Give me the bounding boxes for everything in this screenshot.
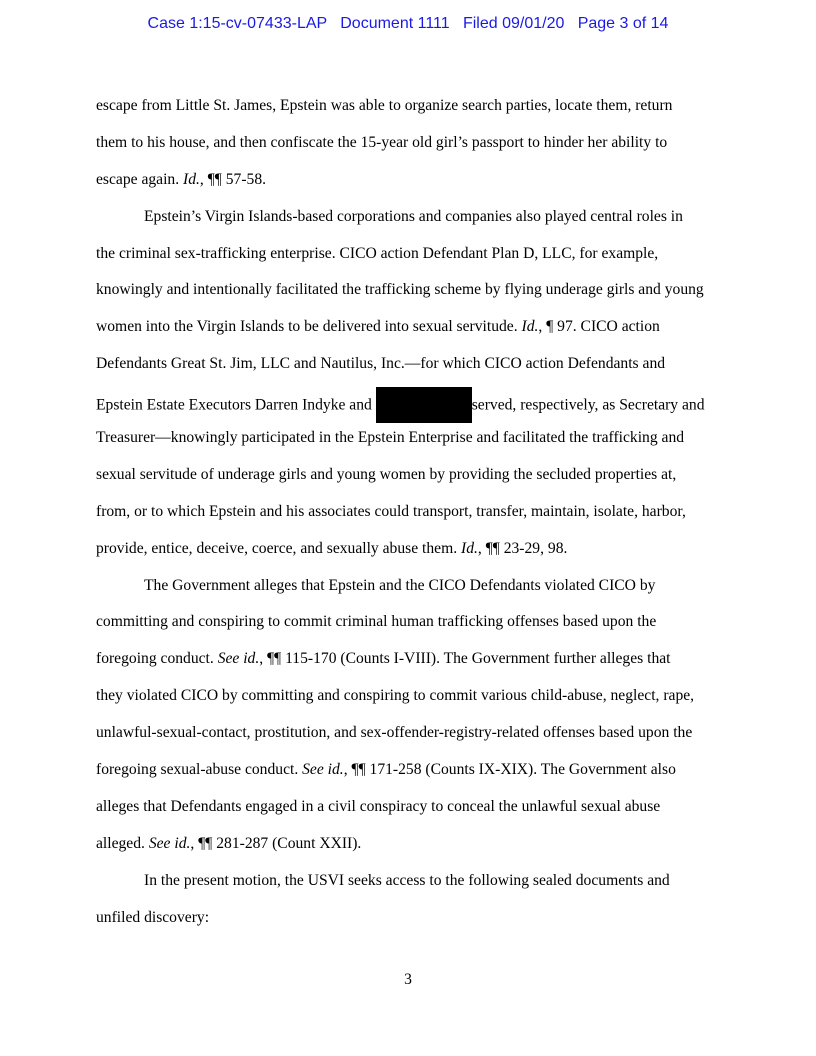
citation: See id.	[148, 834, 191, 852]
text-line: provide, entice, deceive, coerce, and sexually abuse them. Id., ¶¶ 23-29, 98.	[96, 539, 568, 557]
text-line: foregoing sexual-abuse conduct. See id., ¶¶ 171-258 (Counts IX-XIX). The Government also	[96, 761, 676, 779]
text-line: women into the Virgin Islands to be delivered into sexual servitude. Id., ¶ 97. CICO action	[96, 318, 660, 336]
redaction-box	[376, 387, 472, 423]
paragraph-start: In the present motion, the USVI seeks access to the following sealed documents and	[144, 871, 670, 889]
text-line: alleges that Defendants engaged in a civil conspiracy to conceal the unlawful sexual abuse	[96, 797, 661, 815]
text-line: committing and conspiring to commit criminal human trafficking offenses based upon the	[96, 613, 657, 631]
text-line: they violated CICO by committing and conspiring to commit various child-abuse, neglect, rape,	[96, 687, 695, 705]
text-line: sexual servitude of underage girls and young women by providing the secluded properties at,	[96, 465, 677, 483]
text-line: unlawful-sexual-contact, prostitution, and sex-offender-registry-related offenses based upon the	[96, 724, 693, 742]
text-line: from, or to which Epstein and his associates could transport, transfer, maintain, isolate, harbor,	[96, 502, 686, 520]
citation: See id.	[302, 761, 344, 779]
paragraph-start: The Government alleges that Epstein and the CICO Defendants violated CICO by	[144, 576, 656, 594]
text-line: the criminal sex-trafficking enterprise. CICO action Defendant Plan D, LLC, for example,	[96, 244, 659, 262]
citation: Id.	[183, 170, 200, 188]
citation: Id.	[521, 318, 539, 336]
page-number: 3	[404, 971, 412, 988]
text-line: Epstein Estate Executors Darren Indyke and served, respectively, as Secretary and	[96, 388, 726, 425]
citation: Id.	[461, 539, 478, 557]
case-header: Case 1:15-cv-07433-LAP Document 1111 Filed 09/01/20 Page 3 of 14	[147, 15, 669, 32]
text-line: foregoing conduct. See id., ¶¶ 115-170 (Counts I-VIII). The Government further alleges that	[96, 650, 671, 668]
document-body	[96, 93, 726, 941]
text-line: Treasurer—knowingly participated in the Epstein Enterprise and facilitated the trafficking and	[96, 429, 685, 447]
text-line: unfiled discovery:	[96, 908, 210, 926]
text-line: alleged. See id., ¶¶ 281-287 (Count XXII).	[96, 834, 362, 852]
text-line: knowingly and intentionally facilitated the trafficking scheme by flying underage girls and young	[96, 281, 704, 299]
text-line: them to his house, and then confiscate the 15-year old girl’s passport to hinder her ability to	[96, 133, 668, 151]
text-line: escape again. Id., ¶¶ 57-58.	[96, 170, 267, 188]
text-line: escape from Little St. James, Epstein was able to organize search parties, locate them, return	[96, 97, 673, 114]
paragraph-start: Epstein’s Virgin Islands-based corporations and companies also played central roles in	[144, 207, 683, 225]
citation: See id.	[217, 650, 260, 668]
text-line: Defendants Great St. Jim, LLC and Nautilus, Inc.—for which CICO action Defendants and	[96, 355, 666, 373]
